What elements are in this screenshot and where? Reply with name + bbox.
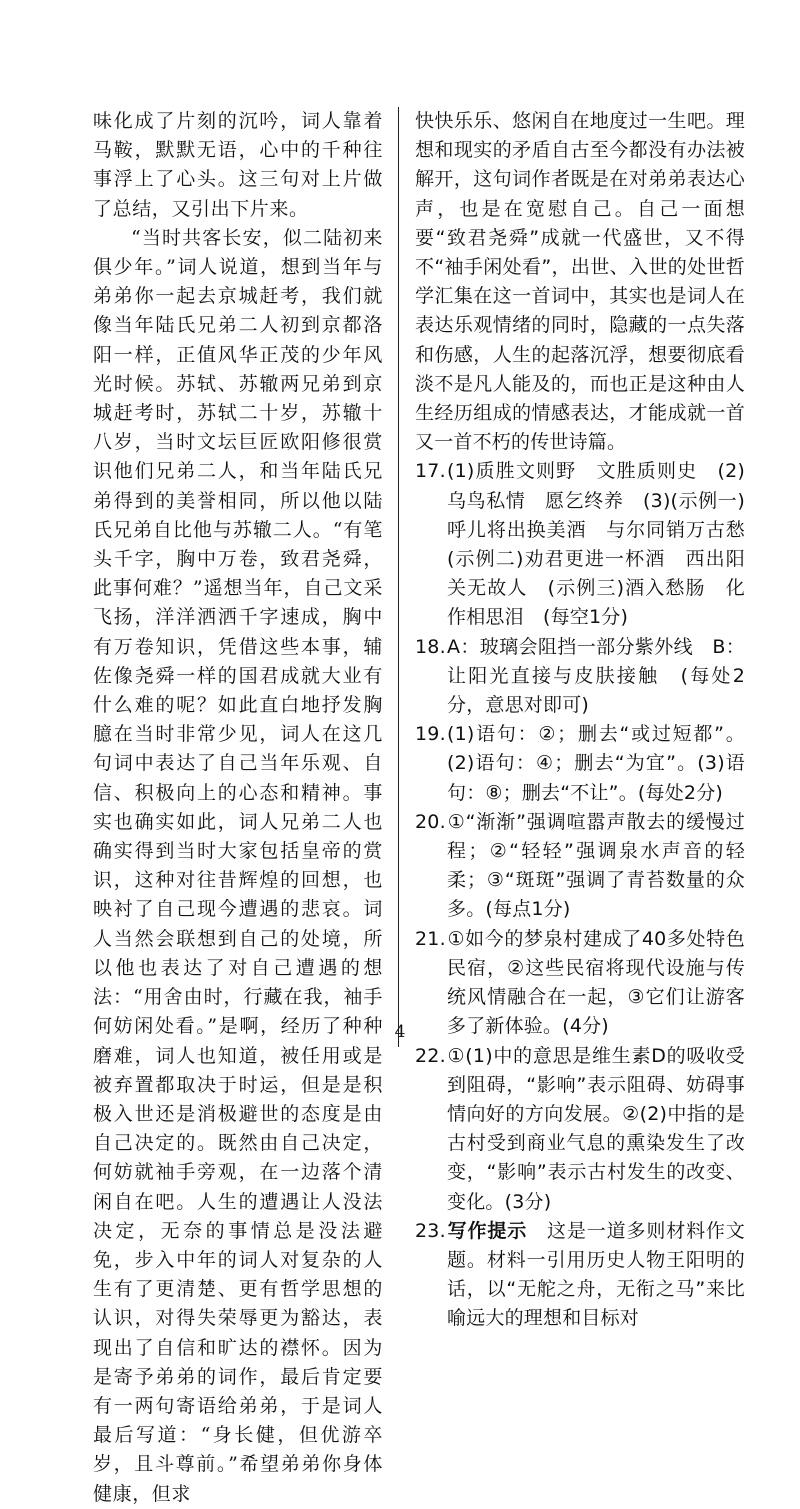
page-number: 4 [394, 1022, 406, 1042]
answer-text: (1)语句：②；删去“或过短都”。(2)语句：④；删去“为宜”。(3)语句：⑧；删去“不让”。(每处2分) [447, 723, 745, 804]
right-paragraph-1: 快快乐乐、悠闲自在地度过一生吧。理想和现实的矛盾自古至今都没有办法被解开，这句词作者既是在对弟弟表达心声，也是在宽慰自己。自己一面想要“致君尧舜”成就一代盛世，又不得不“袖手闲处看”，出世、入世的处世哲学汇集在这一首词中，其实也是词人在表达乐观情绪的同时，隐藏的一点失落和伤感，人生的起落沉浮，想要彻底看淡不是凡人能及的，而也正是这种由人生经历组成的情感表达，才能成就一首又一首不朽的传世诗篇。 [415, 110, 745, 454]
answer-18 [415, 633, 745, 721]
answer-20 [415, 808, 745, 925]
writing-tip-label: 写作提示 [447, 1219, 528, 1242]
left-paragraph-2: “当时共客长安，似二陆初来俱少年。”词人说道，想到当年与弟弟你一起去京城赶考，我们就像当年陆氏兄弟二人初到京都洛阳一样，正值风华正茂的少年风光时候。苏轼、苏辙两兄弟到京城赶考时，苏轼二十岁，苏辙十八岁，当时文坛巨匠欧阳修很赏识他们兄弟二人，和当年陆氏兄弟得到的美誉相同，所以他以陆氏兄弟自比他与苏辙二人。“有笔头千字，胸中万卷，致君尧舜，此事何难？”遥想当年，自己文采飞扬，洋洋洒洒千字速成，胸中有万卷知识，凭借这些本事，辅佐像尧舜一样的国君成就大业有什么难的呢？如此直白地抒发胸臆在当时非常少见，词人在这几句词中表达了自己当年乐观、自信、积极向上的心态和精神。事实也确实如此，词人兄弟二人也确实得到当时大家包括皇帝的赏识，这种对往昔辉煌的回想，也映衬了自己现今遭遇的悲哀。词人当然会联想到自己的处境，所以他也表达了对自己遭遇的想法：“用舍由时，行藏在我，袖手何妨闲处看。”是啊，经历了种种磨难，词人也知道，被任用或是被弃置都取决于时运，但是是积极入世还是消极避世的态度是由自己决定的。既然由自己决定，何妨就袖手旁观，在一边落个清闲自在吧。人生的遭遇让人没法决定，无奈的事情总是没法避免，步入中年的词人对复杂的人生有了更清楚、更有哲学思想的认识，对得失荣辱更为豁达，表现出了自信和旷达的襟怀。因为是寄予弟弟的词作，最后肯定要有一两句寄语给弟弟，于是词人最后写道：“身长健，但优游卒岁，且斗尊前。”希望弟弟你身体健康，但求 [93, 226, 383, 1505]
answer-text: 这是一道多则材料作文题。材料一引用历史人物王阳明的话，以“无舵之舟，无衔之马”来比喻远大的理想和目标对 [447, 1219, 745, 1330]
answer-text: (1)质胜文则野 文胜质则史 (2)乌鸟私情 愿乞终养 (3)(示例一)呼儿将出换美酒 与尔同销万古愁 (示例二)劝君更进一杯酒 西出阳关无故人 (示例三)酒入愁肠 化作相思泪 (每空1分) [447, 460, 765, 629]
answer-text: ①“渐渐”强调喧嚣声散去的缓慢过程；②“轻轻”强调泉水声音的轻柔；③“斑斑”强调了青苔数量的众多。(每点1分) [447, 810, 745, 921]
answer-number: 22. [415, 1044, 446, 1067]
answer-text: A：玻璃会阻挡一部分紫外线 B：让阳光直接与皮肤接触 (每处2分，意思对即可) [447, 635, 745, 717]
answer-number: 19. [415, 723, 446, 746]
right-column [415, 107, 765, 1334]
left-column [93, 107, 383, 1509]
answer-text: ①如今的梦泉村建成了40多处特色民宿，②这些民宿将现代设施与传统风情融合在一起，③它们让游客多了新体验。(4分) [447, 927, 745, 1038]
answer-number: 18. [415, 635, 446, 658]
answer-17 [415, 457, 765, 632]
answer-22 [415, 1042, 745, 1217]
answer-number: 17. [415, 460, 446, 483]
answer-23 [415, 1217, 745, 1334]
left-paragraph-1: 味化成了片刻的沉吟，词人靠着马鞍，默默无语，心中的千种往事浮上了心头。这三句对上片做了总结，又引出下片来。 [93, 110, 383, 220]
answer-number: 21. [415, 927, 446, 950]
answer-19 [415, 720, 745, 808]
column-divider [398, 107, 399, 1047]
answer-number: 20. [415, 810, 446, 833]
answer-text: ①(1)中的意思是维生素D的吸收受到阻碍，“影响”表示阻碍、妨碍事情向好的方向发展。②(2)中指的是古村受到商业气息的熏染发生了改变，“影响”表示古村发生的改变、变化。(3分) [447, 1044, 745, 1213]
answer-number: 23. [415, 1219, 446, 1242]
